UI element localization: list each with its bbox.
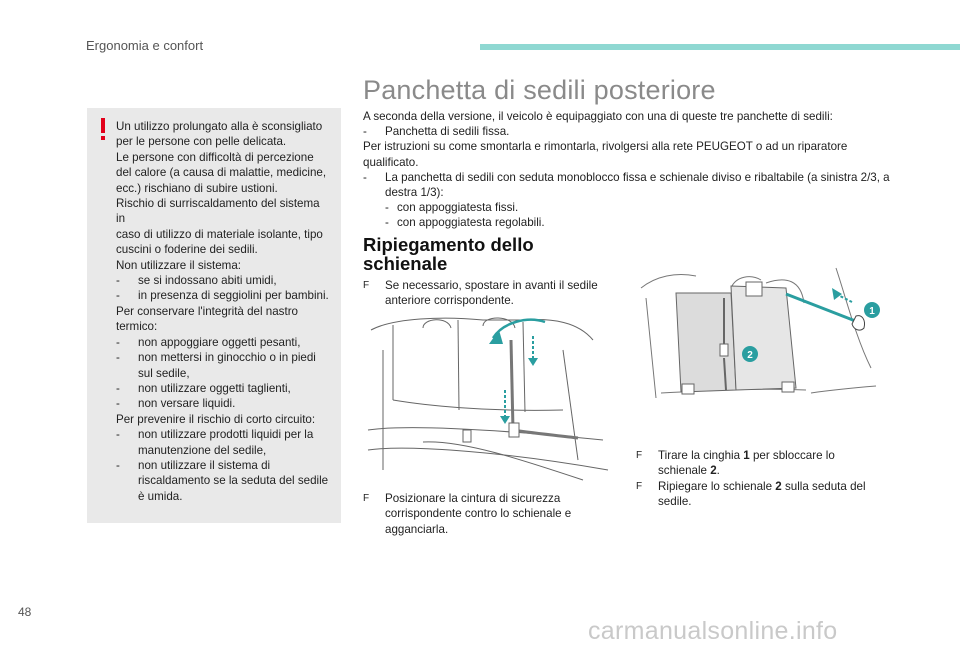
- warning-line: cuscini o foderine dei sedili.: [116, 243, 258, 257]
- warning-list-item: - non mettersi in ginocchio o in piedi sul sedile,: [116, 351, 316, 380]
- seat-belt-illustration: [363, 310, 613, 488]
- warning-box: [87, 108, 341, 523]
- step-marker: F: [363, 493, 370, 504]
- watermark: carmanualsonline.info: [588, 617, 838, 645]
- steps-3-4: [636, 448, 880, 510]
- step-3: F Tirare la cinghia 1 per sbloccare lo schienale 2.: [636, 449, 835, 478]
- exclamation-icon: [98, 118, 108, 140]
- badge-1-label: 1: [869, 306, 875, 317]
- section-header: Ergonomia e confort: [86, 38, 204, 53]
- backrest-release-illustration: [636, 258, 880, 408]
- warning-line: del calore (a causa di malattie, medicine,: [116, 166, 327, 180]
- header-accent-bar: [480, 44, 960, 50]
- warning-line: Per prevenire il rischio di corto circuito:: [116, 412, 316, 426]
- section-title: Ripiegamento dello schienale: [363, 234, 534, 274]
- warning-line: per le persone con pelle delicata.: [116, 135, 287, 149]
- warning-line: Un utilizzo prolungato alla è sconsigliato: [116, 120, 323, 133]
- step-2: F Posizionare la cintura di sicurezza corrispondente contro lo schienale e agganciarla.: [363, 492, 572, 536]
- warning-line: Le persone con difficoltà di percezione: [116, 150, 314, 164]
- intro-line: A seconda della versione, il veicolo è equipaggiato con una di queste tre panchette di sedili:: [363, 110, 833, 123]
- badge-2-label: 2: [747, 350, 753, 361]
- step-marker: F: [636, 450, 643, 461]
- warning-line: caso di utilizzo di materiale isolante, tipo: [116, 227, 323, 241]
- list-item: - La panchetta di sedili con seduta monoblocco fissa e schienale diviso e ribaltabile (a sinistra 2/3, a destra 1/3):: [363, 170, 890, 200]
- warning-line: Per conservare l'integrità del nastro: [116, 304, 299, 318]
- page-title: Panchetta di sedili posteriore: [363, 75, 716, 105]
- warning-list-item: - non appoggiare oggetti pesanti,: [116, 335, 301, 349]
- sub-list-item: - con appoggiatesta fissi.: [385, 201, 519, 215]
- step-marker: F: [363, 280, 370, 291]
- warning-list-item: - non utilizzare prodotti liquidi per la manutenzione del sedile,: [116, 428, 314, 457]
- intro-text: [363, 109, 893, 231]
- warning-line: termico:: [116, 320, 158, 334]
- page-number: 48: [18, 605, 32, 619]
- warning-list-item: - in presenza di seggiolini per bambini.: [116, 289, 329, 303]
- sub-list-item: - con appoggiatesta regolabili.: [385, 216, 545, 230]
- warning-list-item: - non utilizzare il sistema di riscaldamento se la seduta del sedile è umida.: [116, 458, 329, 503]
- warning-line: Non utilizzare il sistema:: [116, 258, 241, 272]
- list-item: - Panchetta di sedili fissa.: [363, 125, 510, 139]
- warning-list-item: - se si indossano abiti umidi,: [116, 274, 277, 288]
- step-1: F Se necessario, spostare in avanti il sedile anteriore corrispondente.: [363, 279, 598, 308]
- warning-list-item: - non utilizzare oggetti taglienti,: [116, 381, 291, 395]
- warning-line: Rischio di surriscaldamento del sistema in: [116, 197, 320, 226]
- warning-list-item: - non versare liquidi.: [116, 397, 236, 411]
- intro-line: Per istruzioni su come smontarla e rimontarla, rivolgersi alla rete PEUGEOT o ad un riparatore qualificato.: [363, 140, 848, 169]
- step-marker: F: [636, 480, 643, 492]
- warning-text: [116, 119, 331, 504]
- warning-line: ecc.) rischiano di subire ustioni.: [116, 181, 278, 195]
- step-4: F Ripiegare lo schienale 2 sulla seduta del sedile.: [636, 479, 866, 509]
